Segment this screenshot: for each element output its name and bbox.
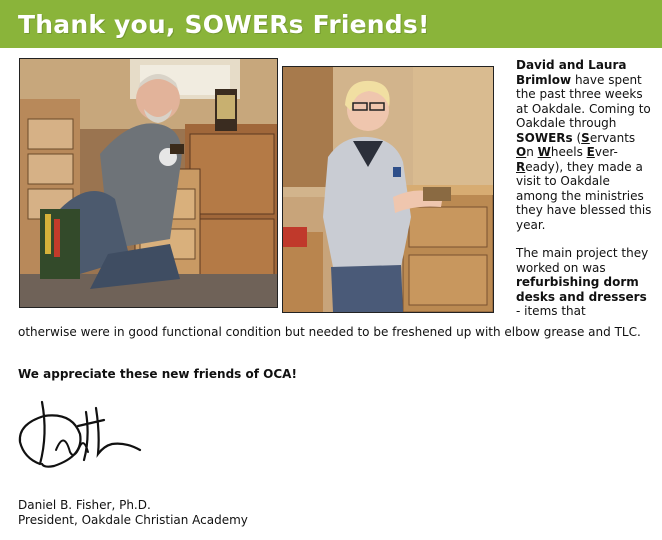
acronym-o-rest: n — [526, 145, 538, 159]
acronym-e-rest: ver- — [594, 145, 618, 159]
photo-david-brimlow — [19, 58, 278, 308]
acronym-s-rest: ervants — [589, 130, 636, 145]
continuation-text: otherwise were in good functional condition but needed to be freshened up with elbow grease and TLC. — [18, 325, 641, 339]
appreciation-line: We appreciate these new friends of OCA! — [18, 367, 297, 381]
intro-paragraph — [516, 58, 652, 232]
intro-text-1: have spent the past three weeks at Oakdale. Coming to Oakdale through — [516, 72, 651, 130]
acronym-w-rest: heels — [550, 145, 587, 159]
project-text-2: - items that — [516, 304, 586, 318]
project-paragraph-continued — [18, 325, 648, 340]
project-paragraph — [516, 246, 652, 319]
names-text: David and Laura Brimlow — [516, 58, 627, 87]
handwritten-signature — [14, 394, 146, 478]
acronym-s: S — [581, 130, 590, 145]
page-title: Thank you, SOWERs Friends! — [18, 9, 430, 39]
project-highlight: refurbishing dorm desks and dressers — [516, 275, 647, 304]
acronym-o: O — [516, 145, 527, 159]
acronym-r-rest: eady), they made a visit to Oakdale among the ministries they have blessed this year. — [516, 159, 652, 232]
project-text-1: The main project they worked on was — [516, 246, 649, 275]
article-side-column — [516, 58, 652, 333]
acronym-r: R — [516, 159, 526, 174]
header-banner — [0, 0, 662, 48]
intro-text-2: ( — [572, 130, 582, 145]
signer-title: President, Oakdale Christian Academy — [18, 512, 248, 527]
signature-block — [18, 498, 248, 527]
acronym-e: E — [586, 145, 595, 159]
acronym-w: W — [537, 145, 551, 159]
signer-name: Daniel B. Fisher, Ph.D. — [18, 498, 151, 512]
photo-laura-brimlow — [282, 66, 494, 313]
sowers-text: SOWERs — [516, 130, 573, 145]
